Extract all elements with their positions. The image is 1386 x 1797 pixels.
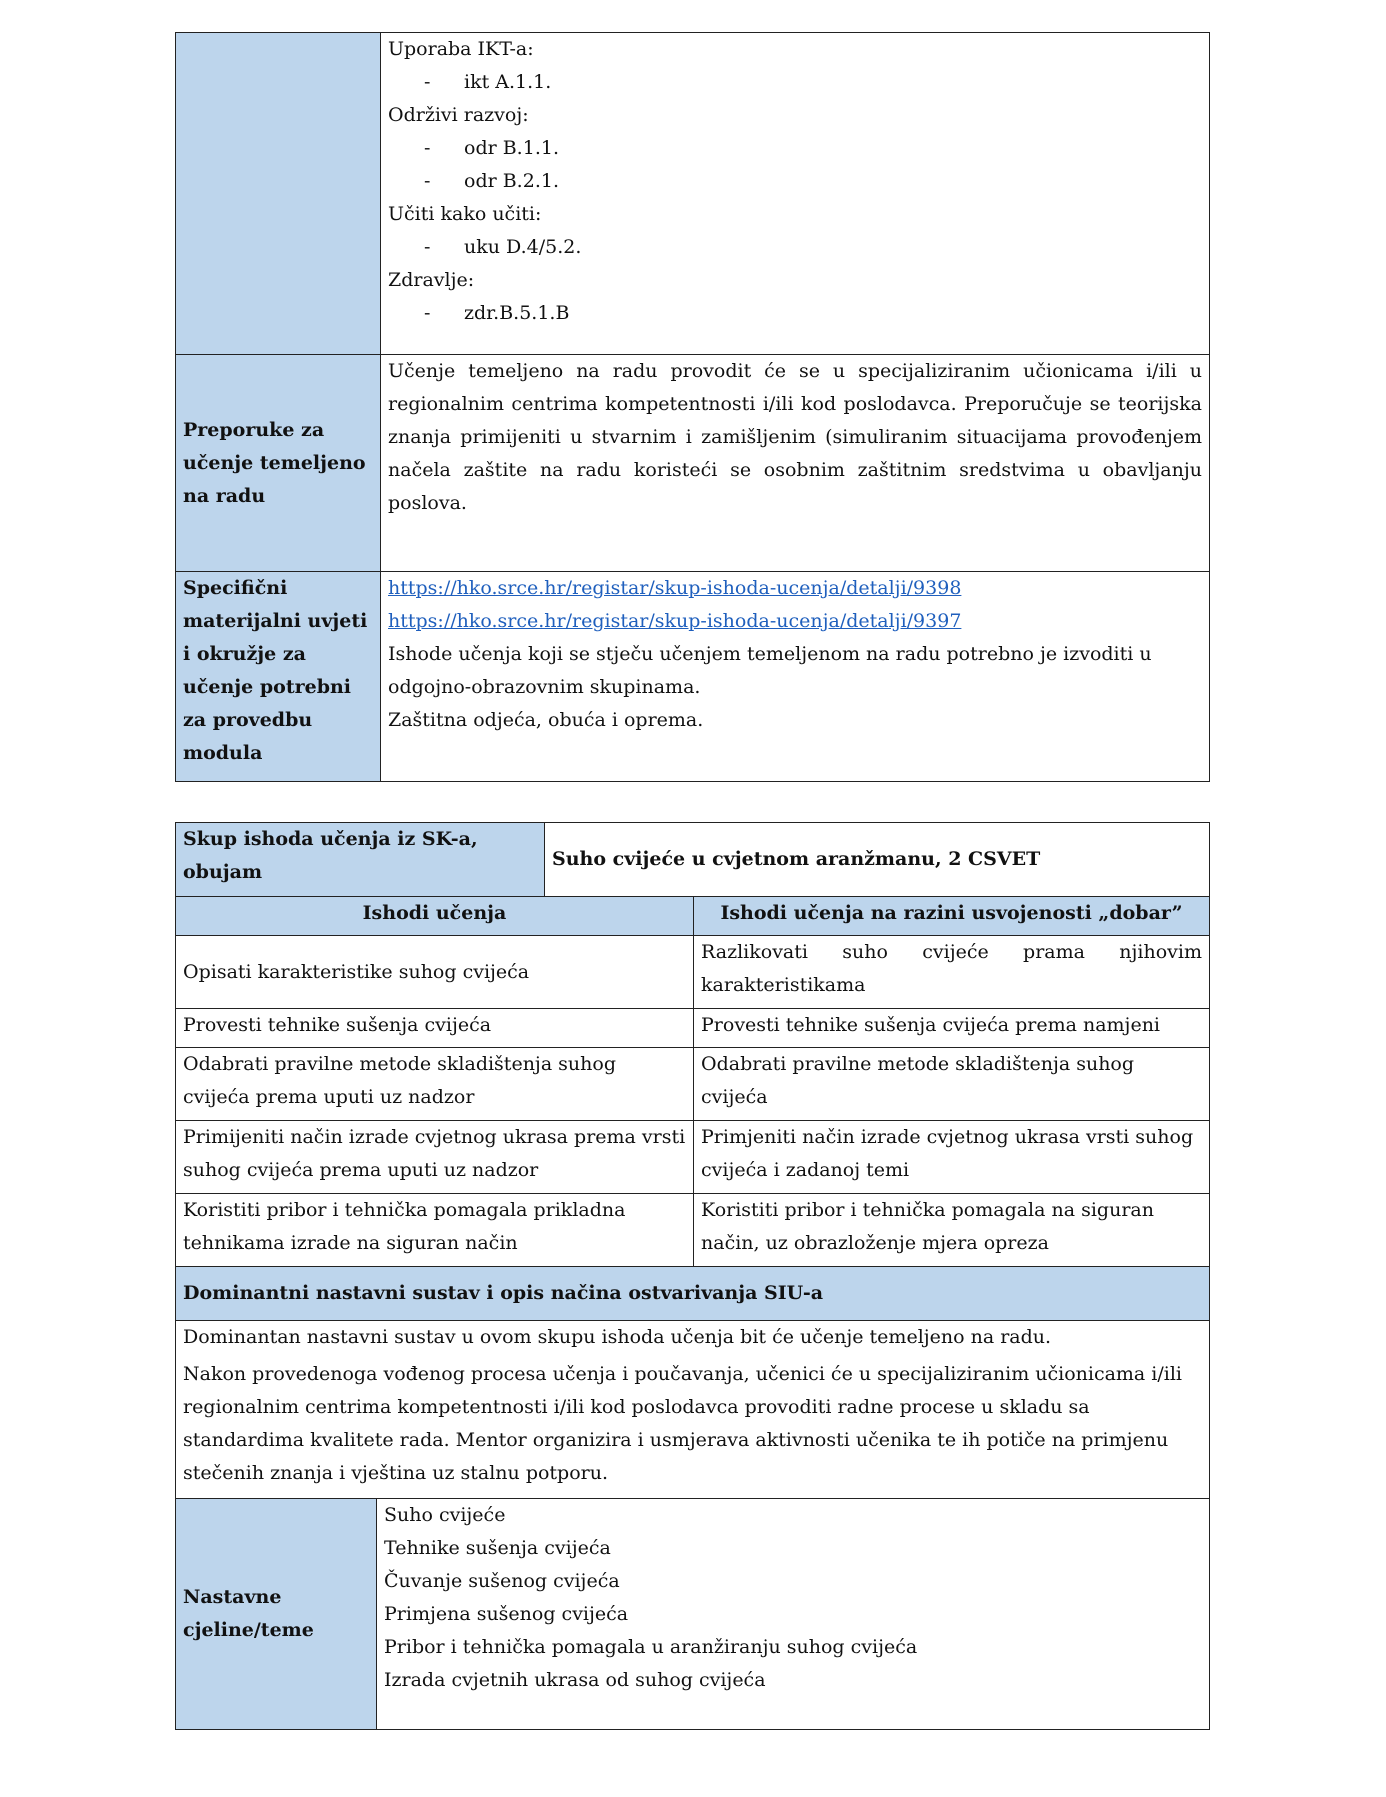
group-title: Učiti kako učiti: xyxy=(388,203,542,225)
material-paragraph: Zaštitna odjeća, obuća i oprema. xyxy=(388,709,704,731)
recommendations-text: Učenje temeljeno na radu provodit će se u specijaliziranim učionicama i/ili u regionalnim centrima kompetentnosti i/ili kod poslodavca. Preporučuje se teorijska znanja primijeniti u stvarnim i zamišljenim (simuliranim situacijama provođenjem načela zaštite na radu koristeći se osobnim zaštitnim sredstvima u obavljanju poslova. xyxy=(381,355,1210,572)
outcome-cell: Opisati karakteristike suhog cvijeća xyxy=(176,936,694,1009)
hko-link-9397[interactable]: https://hko.srce.hr/registar/skup-ishoda-ucenja/detalji/9397 xyxy=(388,610,962,632)
group-item xyxy=(388,231,1202,264)
col-header-good-level: Ishodi učenja na razini usvojenosti „dobar” xyxy=(694,897,1210,936)
theme-item: Tehnike sušenja cvijeća xyxy=(384,1537,611,1559)
group-title: Zdravlje: xyxy=(388,269,475,291)
cross-curricular-row xyxy=(176,33,1210,355)
dash-bullet: - xyxy=(424,137,431,159)
cross-curricular-cell xyxy=(381,33,1210,355)
recommendations-row xyxy=(176,355,1210,572)
hko-link-9398[interactable]: https://hko.srce.hr/registar/skup-ishoda-ucenja/detalji/9398 xyxy=(388,577,962,599)
good-level-cell: Primjeniti način izrade cvjetnog ukrasa vrsti suhog cvijeća i zadanoj temi xyxy=(694,1121,1210,1194)
good-level-cell: Koristiti pribor i tehnička pomagala na siguran način, uz obrazloženje mjera opreza xyxy=(694,1194,1210,1267)
theme-item: Suho cvijeće xyxy=(384,1504,506,1526)
theme-item: Pribor i tehnička pomagala u aranžiranju suhog cvijeća xyxy=(384,1636,918,1658)
theme-item: Izrada cvjetnih ukrasa od suhog cvijeća xyxy=(384,1669,766,1691)
themes-row xyxy=(176,1499,1210,1730)
learning-outcomes-table xyxy=(175,822,1210,1730)
col-header-outcomes: Ishodi učenja xyxy=(176,897,694,936)
outcome-set-title-row xyxy=(176,823,1210,897)
material-paragraph: Ishode učenja koji se stječu učenjem temeljenom na radu potrebno je izvoditi u odgojno-obrazovnim skupinama. xyxy=(388,643,1152,698)
group-item-text: uku D.4/5.2. xyxy=(464,236,582,258)
group-title: Uporaba IKT-a: xyxy=(388,38,534,60)
material-conditions-label: Specifični materijalni uvjeti i okružje za učenje potrebni za provedbu modula xyxy=(176,572,381,782)
group-item-text: odr B.2.1. xyxy=(464,170,559,192)
recommendations-label: Preporuke za učenje temeljeno na radu xyxy=(176,355,381,572)
group-item-text: zdr.B.5.1.B xyxy=(464,302,570,324)
good-level-cell: Odabrati pravilne metode skladištenja suhog cvijeća xyxy=(694,1048,1210,1121)
outcome-row xyxy=(176,936,1210,1009)
good-level-cell: Razlikovati suho cvijeće prama njihovim karakteristikama xyxy=(694,936,1210,1009)
dash-bullet: - xyxy=(424,236,431,258)
outcome-cell: Odabrati pravilne metode skladištenja suhog cvijeća prema uputi uz nadzor xyxy=(176,1048,694,1121)
outcome-cell: Primijeniti način izrade cvjetnog ukrasa prema vrsti suhog cvijeća prema uputi uz nadzor xyxy=(176,1121,694,1194)
group-item xyxy=(388,297,1202,330)
outcome-row xyxy=(176,1194,1210,1267)
good-level-cell: Provesti tehnike sušenja cvijeća prema namjeni xyxy=(694,1009,1210,1048)
themes-label: Nastavne cjeline/teme xyxy=(176,1499,377,1730)
group-item-text: ikt A.1.1. xyxy=(464,71,552,93)
outcome-row xyxy=(176,1009,1210,1048)
module-details-table xyxy=(175,32,1210,782)
outcome-cell: Koristiti pribor i tehnička pomagala prikladna tehnikama izrade na siguran način xyxy=(176,1194,694,1267)
dash-bullet: - xyxy=(424,71,431,93)
dash-bullet: - xyxy=(424,302,431,324)
group-item xyxy=(388,132,1202,165)
material-conditions-row xyxy=(176,572,1210,782)
theme-item: Čuvanje sušenog cvijeća xyxy=(384,1570,620,1592)
group-title: Održivi razvoj: xyxy=(388,104,529,126)
dominant-system-heading: Dominantni nastavni sustav i opis načina ostvarivanja SIU-a xyxy=(176,1267,1210,1321)
theme-item: Primjena sušenog cvijeća xyxy=(384,1603,629,1625)
link-line xyxy=(388,605,1202,638)
dominant-system-description xyxy=(176,1321,1210,1499)
link-line xyxy=(388,572,1202,605)
dash-bullet: - xyxy=(424,170,431,192)
group-item xyxy=(388,165,1202,198)
group-item xyxy=(388,66,1202,99)
outcome-set-value: Suho cvijeće u cvjetnom aranžmanu, 2 CSVET xyxy=(545,823,1210,897)
cross-curricular-label-cell xyxy=(176,33,381,355)
material-conditions-cell xyxy=(381,572,1210,782)
themes-list xyxy=(377,1499,1210,1730)
outcome-set-label: Skup ishoda učenja iz SK-a, obujam xyxy=(176,823,545,897)
group-item-text: odr B.1.1. xyxy=(464,137,559,159)
dominant-system-description-row xyxy=(176,1321,1210,1499)
column-header-row xyxy=(176,897,1210,936)
description-paragraph: Nakon provedenoga vođenog procesa učenja i poučavanja, učenici će u specijaliziranim učionicama i/ili regionalnim centrima kompetentnosti i/ili kod poslodavca provoditi radne procese u skladu sa standardima kvalitete rada. Mentor organizira i usmjerava aktivnosti učenika te ih potiče na primjenu stečenih znanja i vještina uz stalnu potporu. xyxy=(183,1363,1183,1484)
outcome-row xyxy=(176,1121,1210,1194)
dominant-system-heading-row xyxy=(176,1267,1210,1321)
outcome-row xyxy=(176,1048,1210,1121)
outcome-cell: Provesti tehnike sušenja cvijeća xyxy=(176,1009,694,1048)
description-paragraph: Dominantan nastavni sustav u ovom skupu ishoda učenja bit će učenje temeljeno na radu. xyxy=(183,1326,1052,1348)
